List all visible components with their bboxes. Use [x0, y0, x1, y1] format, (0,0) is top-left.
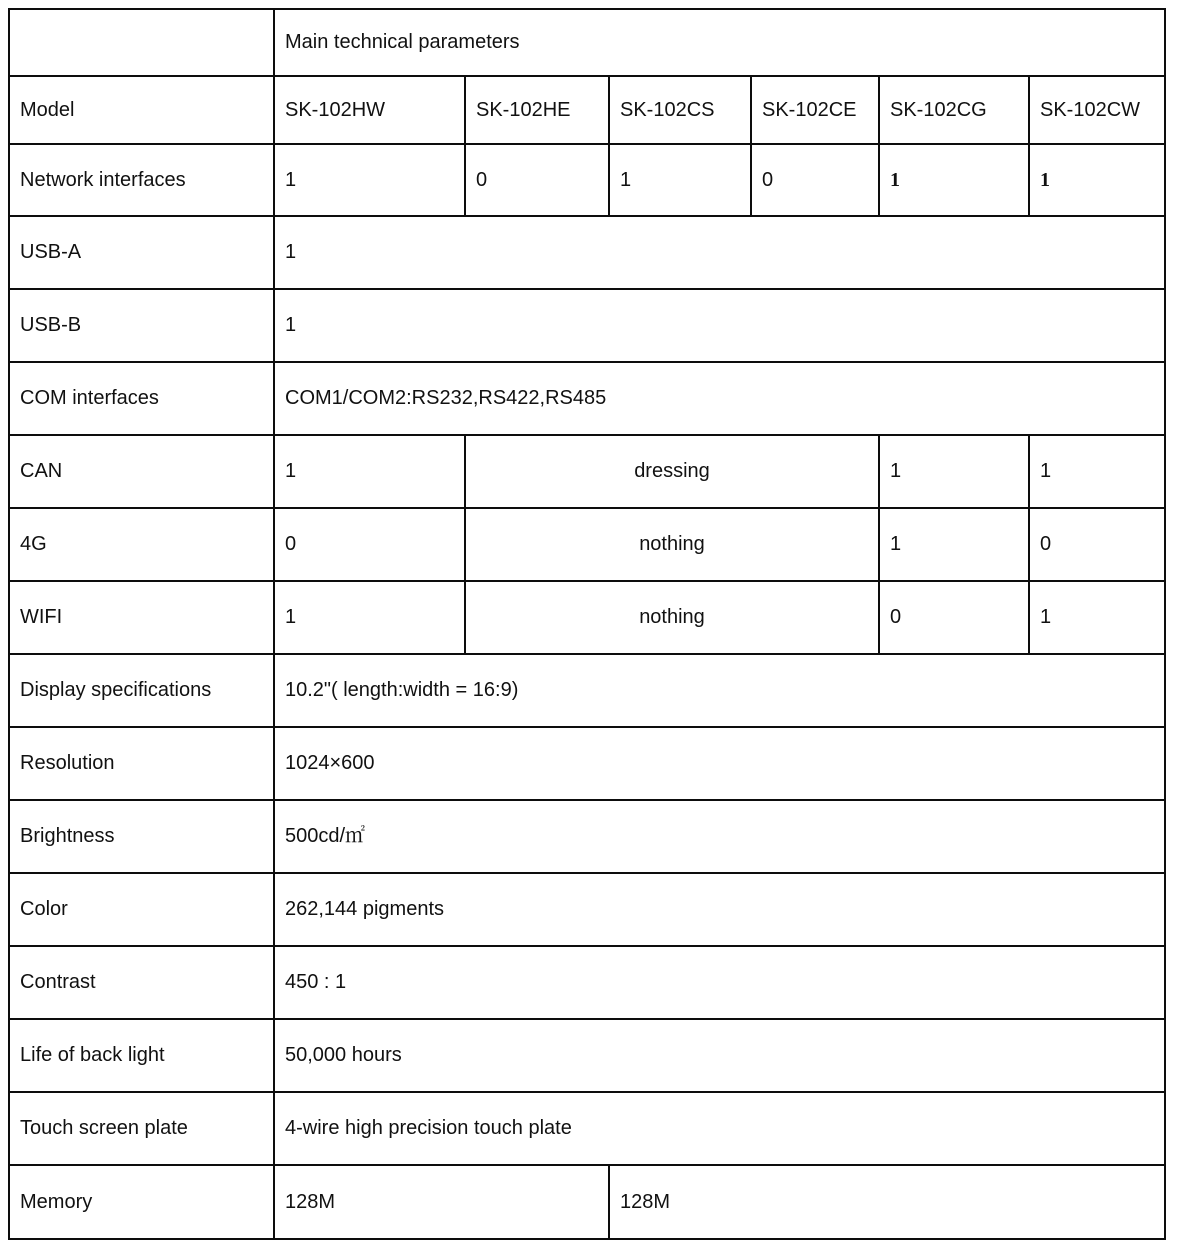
main-technical-parameters-table	[8, 8, 1166, 1240]
table-row-contrast	[9, 946, 1165, 1019]
brightness-value: 500cd/㎡	[274, 800, 1165, 873]
memory-value-left: 128M	[274, 1165, 609, 1239]
row-label-4g: 4G	[9, 508, 274, 581]
table-row-touch-screen-plate	[9, 1092, 1165, 1165]
row-label-usb-a: USB-A	[9, 216, 274, 289]
memory-value-right: 128M	[609, 1165, 1165, 1239]
network-interfaces-sk-102cw: 1	[1029, 144, 1165, 216]
touch-screen-plate-value: 4-wire high precision touch plate	[274, 1092, 1165, 1165]
table-row-4g	[9, 508, 1165, 581]
contrast-value: 450 : 1	[274, 946, 1165, 1019]
wifi-sk-102cw: 1	[1029, 581, 1165, 654]
row-label-usb-b: USB-B	[9, 289, 274, 362]
model-header-sk-102he: SK-102HE	[465, 76, 609, 144]
can-sk-102cw: 1	[1029, 435, 1165, 508]
wifi-sk-102cg: 0	[879, 581, 1029, 654]
row-label-display-specifications: Display specifications	[9, 654, 274, 727]
table-row-usb-a	[9, 216, 1165, 289]
table-row-can	[9, 435, 1165, 508]
model-header-sk-102hw: SK-102HW	[274, 76, 465, 144]
row-label-memory: Memory	[9, 1165, 274, 1239]
row-label-com-interfaces: COM interfaces	[9, 362, 274, 435]
can-sk-102hw: 1	[274, 435, 465, 508]
header-title-cell: Main technical parameters	[274, 9, 1165, 76]
table-row-usb-b	[9, 289, 1165, 362]
com-interfaces-value: COM1/COM2:RS232,RS422,RS485	[274, 362, 1165, 435]
table-row-life-of-back-light	[9, 1019, 1165, 1092]
4g-sk-102cg: 1	[879, 508, 1029, 581]
model-header-sk-102ce: SK-102CE	[751, 76, 879, 144]
row-label-touch-screen-plate: Touch screen plate	[9, 1092, 274, 1165]
wifi-merged-value: nothing	[465, 581, 879, 654]
usb-a-value: 1	[274, 216, 1165, 289]
row-label-model: Model	[9, 76, 274, 144]
table-row-model	[9, 76, 1165, 144]
network-interfaces-sk-102ce: 0	[751, 144, 879, 216]
table-row-memory	[9, 1165, 1165, 1239]
4g-sk-102cw: 0	[1029, 508, 1165, 581]
model-header-sk-102cs: SK-102CS	[609, 76, 751, 144]
row-label-wifi: WIFI	[9, 581, 274, 654]
can-merged-value: dressing	[465, 435, 879, 508]
row-label-resolution: Resolution	[9, 727, 274, 800]
row-label-network-interfaces: Network interfaces	[9, 144, 274, 216]
display-specifications-value: 10.2"( length:width = 16:9)	[274, 654, 1165, 727]
row-label-contrast: Contrast	[9, 946, 274, 1019]
network-interfaces-sk-102hw: 1	[274, 144, 465, 216]
4g-sk-102hw: 0	[274, 508, 465, 581]
table-row-header	[9, 9, 1165, 76]
table-row-wifi	[9, 581, 1165, 654]
model-header-sk-102cg: SK-102CG	[879, 76, 1029, 144]
usb-b-value: 1	[274, 289, 1165, 362]
row-label-can: CAN	[9, 435, 274, 508]
row-label-life-of-back-light: Life of back light	[9, 1019, 274, 1092]
model-header-sk-102cw: SK-102CW	[1029, 76, 1165, 144]
table-row-com-interfaces	[9, 362, 1165, 435]
4g-merged-value: nothing	[465, 508, 879, 581]
header-corner-cell	[9, 9, 274, 76]
wifi-sk-102hw: 1	[274, 581, 465, 654]
table-row-display-specifications	[9, 654, 1165, 727]
table-row-brightness	[9, 800, 1165, 873]
network-interfaces-sk-102cg: 1	[879, 144, 1029, 216]
row-label-color: Color	[9, 873, 274, 946]
table-row-color	[9, 873, 1165, 946]
resolution-value: 1024×600	[274, 727, 1165, 800]
can-sk-102cg: 1	[879, 435, 1029, 508]
life-of-back-light-value: 50,000 hours	[274, 1019, 1165, 1092]
network-interfaces-sk-102he: 0	[465, 144, 609, 216]
color-value: 262,144 pigments	[274, 873, 1165, 946]
network-interfaces-sk-102cs: 1	[609, 144, 751, 216]
table-row-network-interfaces	[9, 144, 1165, 216]
table-row-resolution	[9, 727, 1165, 800]
row-label-brightness: Brightness	[9, 800, 274, 873]
